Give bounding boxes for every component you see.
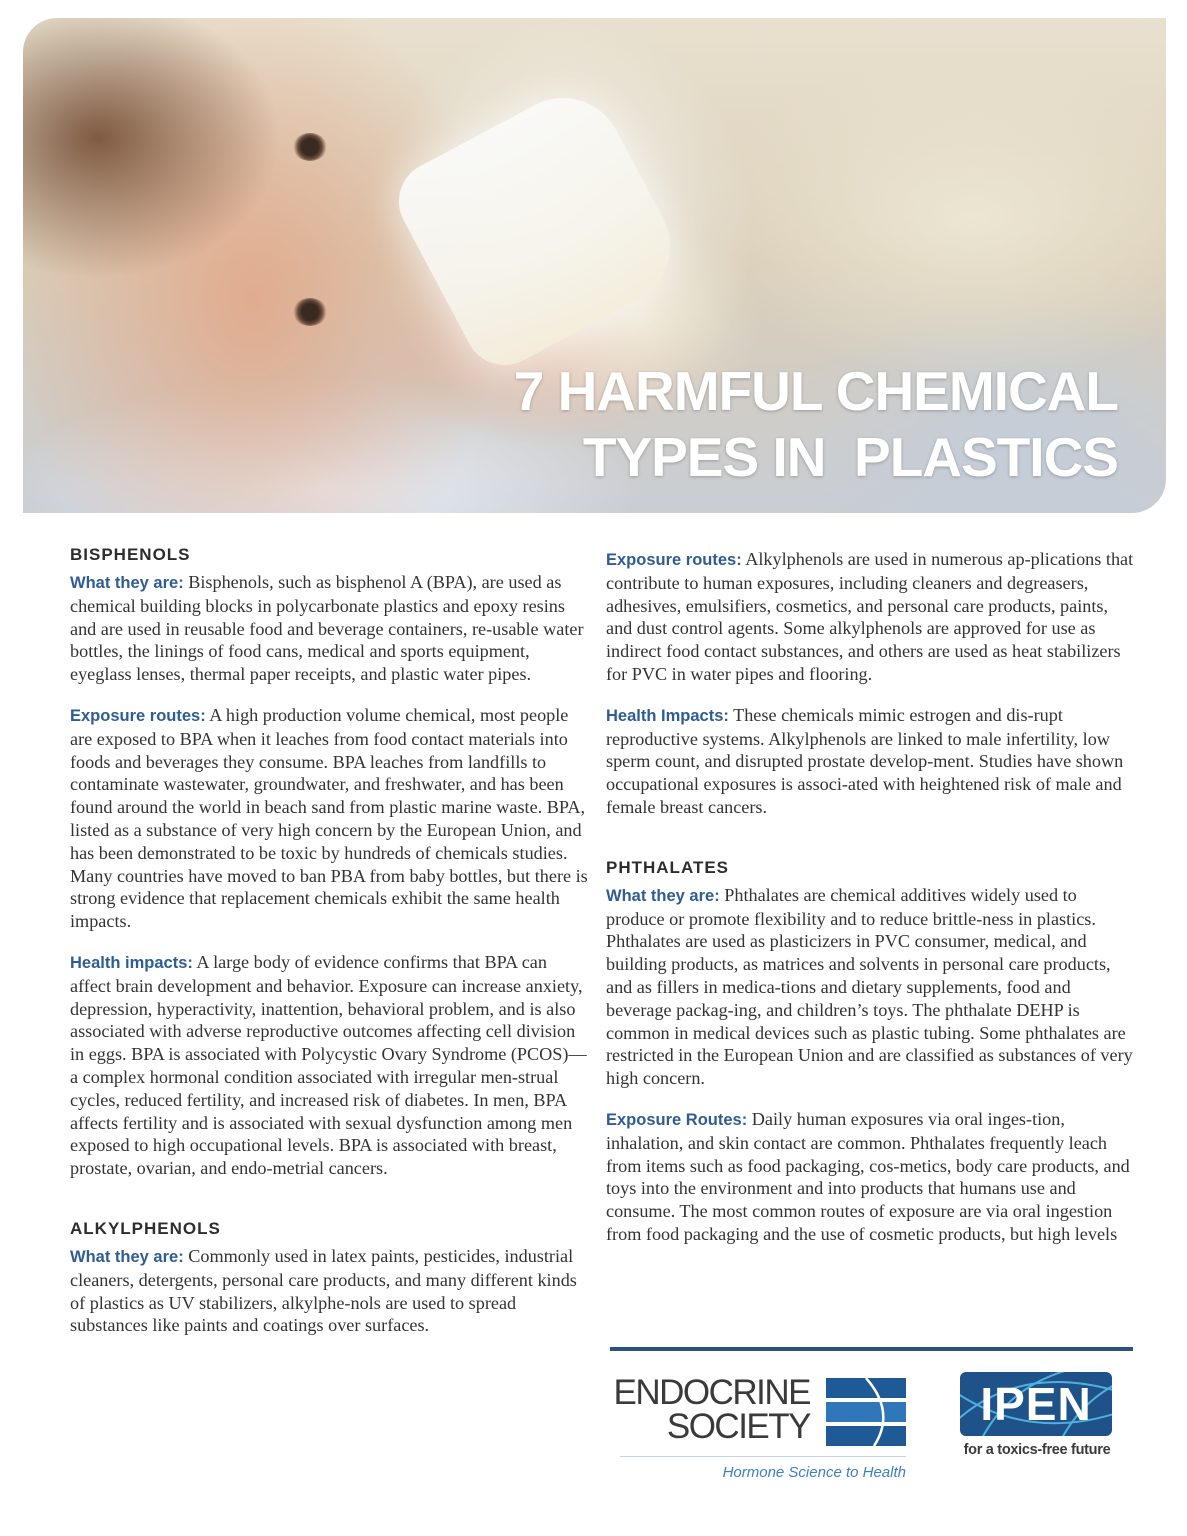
health-label: Health impacts: (70, 953, 193, 972)
title-line-1: 7 HARMFUL CHEMICAL (513, 360, 1118, 422)
alkylphenols-exposure-paragraph (606, 548, 1136, 686)
exposure-text: A high production volume chemical, most people are exposed to BPA when it leaches from food contact materials into foods and beverages they consume. BPA leaches from landfills to contaminate wastewater, groundwater, and freshwater, and has been found around the world in beach sand from plastic marine waste. BPA, listed as a substance of very high concern by the European Union, and has been demonstrated to be toxic by hundreds of chemicals studies. Many countries have moved to ban PBA from baby bottles, but there is strong evidence that replacement chemicals exhibit the same health impacts. (70, 704, 588, 932)
endocrine-society-mark-icon (826, 1378, 906, 1446)
alkylphenols-health-paragraph (606, 704, 1136, 819)
ipen-wordmark: IPEN (980, 1378, 1092, 1430)
alkylphenols-what-paragraph (70, 1245, 590, 1337)
health-text: A large body of evidence confirms that BPA can affect brain development and behavior. Exposure can increase anxiety, depression, hyperactivity, inattention, behavioral problem, and is also associated with adverse reproductive outcomes affecting cell division in eggs. BPA is associated with Polycystic Ovary Syndrome (PCOS)—a complex hormonal condition associated with irregular men-strual cycles, reduced fertility, and increased risk of diabetes. In men, BPA affects fertility and is associated with sexual dysfunction among men exposed to high occupational levels. BPA is associated with breast, prostate, ovarian, and endo-metrial cancers. (70, 951, 587, 1179)
eye-illustration (293, 133, 327, 161)
bottle-illustration (385, 77, 691, 379)
ipen-tagline: for a toxics-free future (963, 1442, 1111, 1458)
endocrine-society-line2: SOCIETY (666, 1407, 810, 1446)
what-text: Bisphenols, such as bisphenol A (BPA), are used as chemical building blocks in polycarbonate plastics and epoxy resins and are used in reusable food and beverage containers, re-usable water bottles, the linings of food cans, medical and sports equipment, eyeglass lenses, thermal paper receipts, and plastic water pipes. (70, 572, 584, 685)
footer-divider (610, 1347, 1133, 1351)
endocrine-society-logo (613, 1373, 910, 1486)
phthalates-exposure-paragraph (606, 1108, 1136, 1246)
ipen-logo-box (960, 1372, 1112, 1436)
endocrine-society-line1: ENDOCRINE (613, 1373, 810, 1412)
eye-illustration (293, 298, 327, 326)
exposure-text: Daily human exposures via oral inges-tion, inhalation, and skin contact are common. Phthalates frequently leach from items such as food packaging, cos-metics, body care products, and toys into the environment and into products that humans use and consume. The most common routes of exposure are via oral ingestion from food packaging and the use of cosmetic products, but high levels (606, 1108, 1130, 1244)
health-label: Health Impacts: (606, 706, 729, 725)
section-heading-phthalates: PHTHALATES (606, 857, 730, 877)
section-heading-bisphenols: BISPHENOLS (70, 545, 191, 564)
endocrine-society-tagline: Hormone Science to Health (722, 1464, 906, 1481)
section-heading-alkylphenols: ALKYLPHENOLS (70, 1218, 221, 1238)
left-column (70, 544, 590, 1355)
bisphenols-health-paragraph (70, 951, 590, 1180)
page-title (514, 358, 1118, 490)
what-text: Commonly used in latex paints, pesticides, industrial cleaners, detergents, personal care products, and many different kinds of plastics as UV stabilizers, alkylphe-nols are used to spread substances like paints and coatings over surfaces. (70, 1245, 577, 1336)
exposure-text: Alkylphenols are used in numerous ap-plications that contribute to human exposures, including cleaners and degreasers, adhesives, emulsifiers, cosmetics, and personal care products, paints, and dust control agents. Some alkylphenols are approved for use as indirect food contact substances, and others are used as heat stabilizers for PVC in water pipes and flooring. (606, 549, 1134, 684)
exposure-label: Exposure routes: (606, 551, 742, 569)
title-line-2: TYPES IN PLASTICS (582, 426, 1118, 488)
what-label: What they are: (606, 886, 720, 905)
health-text: These chemicals mimic estrogen and dis-rupt reproductive systems. Alkylphenols are linked to male infertility, low sperm count, and disrupted prostate develop-ment. Studies have shown occupational exposures is associ-ated with heightened risk of male and female breast cancers. (606, 704, 1124, 817)
endocrine-society-underline (620, 1456, 906, 1457)
ipen-logo (958, 1372, 1116, 1492)
bisphenols-what-paragraph (70, 571, 590, 686)
hero-image (23, 18, 1166, 513)
what-label: What they are: (70, 574, 184, 592)
exposure-label: Exposure Routes: (606, 1110, 748, 1129)
what-text: Phthalates are chemical additives widely used to produce or promote flexibility and to reduce brittle-ness in plastics. Phthalates are used as plasticizers in PVC consumer, medical, and building products, as matrices and solvents in personal care products, and as fillers in medica-tions and dietary supplements, food and beverage packag-ing, and children’s toys. The phthalate DEHP is common in medical devices such as plastic tubing. Some phthalates are restricted in the European Union and are classified as substances of very high concern. (606, 884, 1133, 1089)
bisphenols-exposure-paragraph (70, 704, 590, 933)
what-label: What they are: (70, 1247, 184, 1266)
exposure-label: Exposure routes: (70, 706, 206, 725)
right-column (606, 548, 1136, 1264)
phthalates-what-paragraph (606, 884, 1136, 1090)
